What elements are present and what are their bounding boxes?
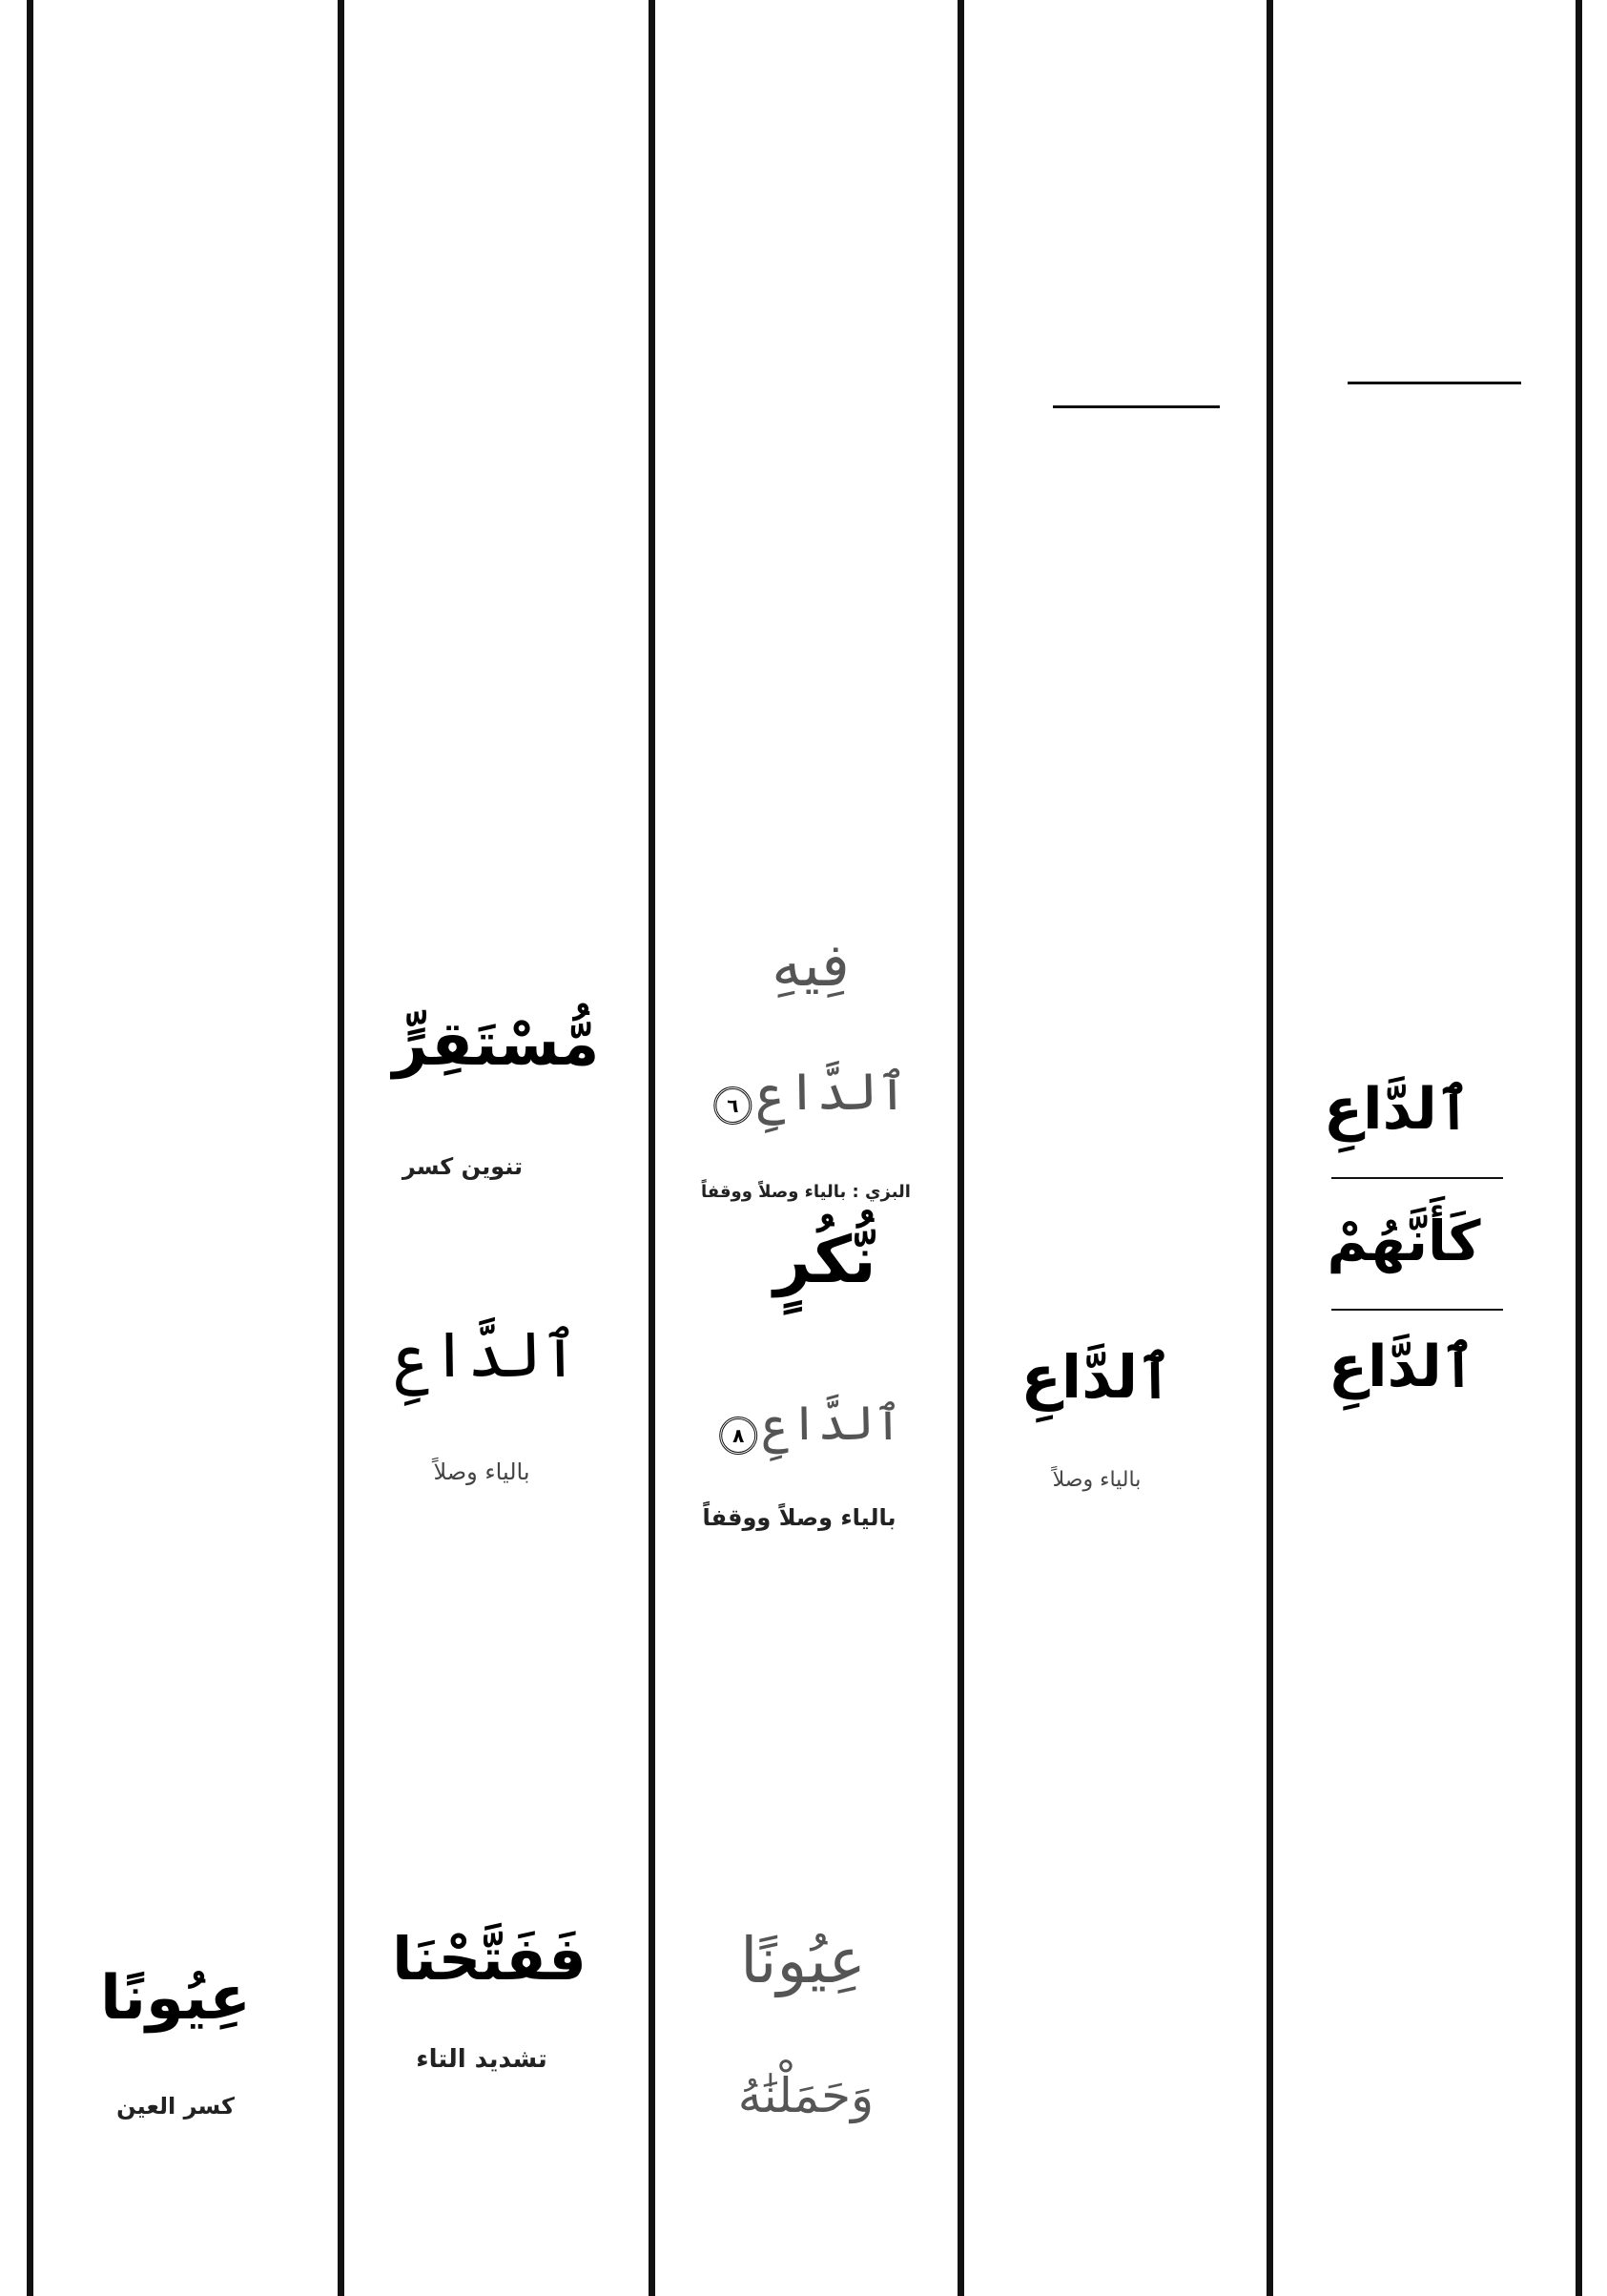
col3-note-1: البزي : بالياء وصلاً ووقفاً [701, 1182, 911, 1202]
column-divider-6 [1576, 0, 1582, 2296]
col5-word: عِيُونًا [99, 1963, 252, 2034]
col2-note: بالياء وصلاً [1052, 1468, 1142, 1492]
ayah-number-8: ٨ [719, 1417, 757, 1455]
col4-word-1: مُّسْتَقِرٍّ [392, 1009, 600, 1080]
col3-word-1: فِيهِ [772, 930, 850, 1000]
col4-note-3: تشديد التاء [416, 2045, 547, 2074]
column-divider-3 [649, 0, 655, 2296]
top-rule-right [1348, 382, 1521, 384]
col1-rule-2 [1331, 1309, 1503, 1311]
column-divider-1 [27, 0, 33, 2296]
col3-word-5: عِيُونًا [740, 1924, 866, 1997]
ayah-number-6: ٦ [713, 1086, 752, 1125]
col4-note-2: بالياء وصلاً [433, 1458, 530, 1485]
col4-word-2: ٱلدَّاعِ [394, 1318, 579, 1392]
col2-word: ٱلدَّاعِ [1020, 1342, 1173, 1412]
column-divider-5 [1267, 0, 1273, 2296]
col3-word-6: وَحَمَلْنَٰهُ [737, 2068, 875, 2123]
column-divider-2 [338, 0, 344, 2296]
col3-word-2: ٱلدَّاعِ [756, 1062, 908, 1122]
col1-rule-1 [1331, 1177, 1503, 1179]
col5-note: كسر العين [116, 2093, 235, 2120]
col4-note-1: تنوين كسر [402, 1153, 524, 1180]
col4-word-3: فَفَتَّحْنَا [392, 1924, 587, 1994]
col3-word-3: نُّكُرٍ [773, 1223, 876, 1298]
col3-ayah-8-line [710, 1397, 902, 1455]
col1-word-3: ٱلدَّاعِ [1329, 1334, 1475, 1400]
col3-ayah-6-line [704, 1064, 907, 1125]
col1-word-2: كَأَنَّهُمْ [1327, 1209, 1481, 1273]
column-divider-4 [958, 0, 964, 2296]
col3-word-4: ٱلدَّاعِ [762, 1396, 902, 1451]
top-rule-mid [1053, 405, 1220, 408]
col3-note-2: بالياء وصلاً ووقفاً [702, 1504, 896, 1531]
col1-word-1: ٱلدَّاعِ [1324, 1076, 1471, 1143]
